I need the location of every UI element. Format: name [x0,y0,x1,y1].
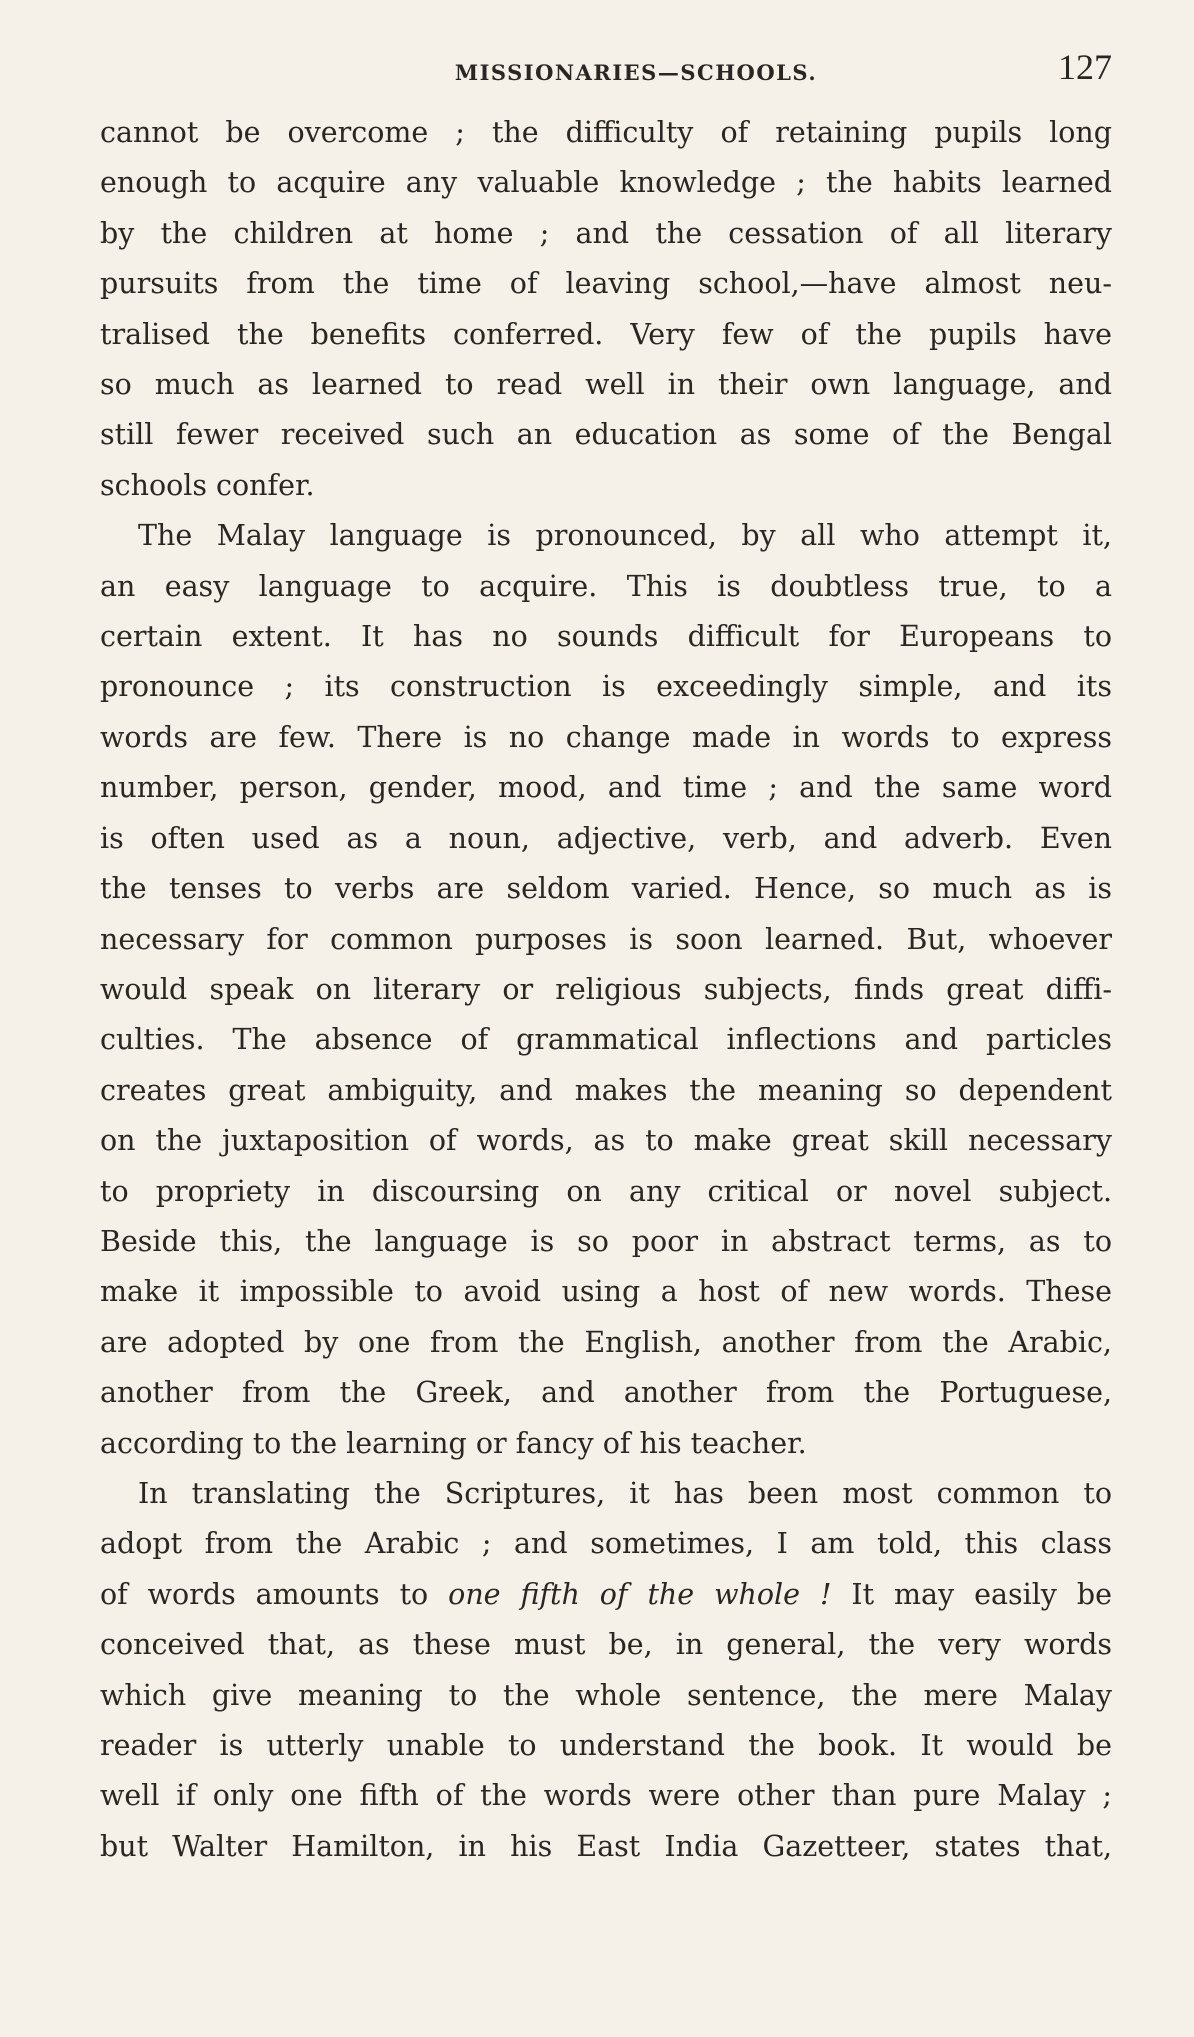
page-number: 127 [1058,47,1112,87]
text-line: The Malay language is pronounced, by all who attempt it, [138,519,1112,553]
text-line: cannot be overcome ; the difficulty of retaining pupils long [100,116,1112,149]
text-line: well if only one fifth of the words were other than pure Malay ; [100,1779,1112,1813]
text-line-with-italic [100,1570,1112,1620]
text-line: schools confer. [100,468,315,502]
text-line: which give meaning to the whole sentence, the mere Malay [100,1678,1112,1712]
text-line: according to the learning or fancy of his teacher. [100,1426,807,1460]
text-line: pronounce ; its construction is exceedingly simple, and its [100,670,1112,704]
text-line: number, person, gender, mood, and time ; and the same word [100,771,1112,805]
running-title: MISSIONARIES—SCHOOLS. [454,60,818,85]
text-line: conceived that, as these must be, in general, the very words [100,1628,1112,1662]
text-line: certain extent. It has no sounds difficult for Europeans to [100,620,1112,654]
text-line: words are few. There is no change made in words to express [100,720,1112,754]
text-line: still fewer received such an education as some of the Bengal [100,418,1112,452]
text-line: would speak on literary or religious subjects, finds great diffi- [100,972,1112,1006]
text-line: by the children at home ; and the cessation of all literary [100,216,1112,250]
text-line: culties. The absence of grammatical inflections and particles [100,1023,1112,1057]
book-page [100,46,1112,1872]
paragraph-3 [100,1469,1112,1872]
text-line: adopt from the Arabic ; and sometimes, I am told, this class [100,1527,1112,1561]
text-line: creates great ambiguity, and makes the meaning so dependent [100,1073,1112,1107]
text-line: tralised the benefits conferred. Very few of the pupils have [100,317,1112,351]
text-segment: of words amounts to [100,1577,449,1611]
text-line: Beside this, the language is so poor in abstract terms, as to [100,1224,1112,1258]
text-segment: It may easily be [831,1577,1112,1611]
text-line: another from the Greek, and another from the Portuguese, [100,1376,1112,1410]
text-line: but Walter Hamilton, in his East India Gazetteer, states that, [100,1829,1112,1863]
text-line: so much as learned to read well in their own language, and [100,368,1112,402]
text-line: to propriety in discoursing on any critical or novel subject. [100,1174,1112,1208]
paragraph-1 [100,108,1112,511]
text-line: make it impossible to avoid using a host of new words. These [100,1275,1112,1309]
text-line: necessary for common purposes is soon learned. But, whoever [100,922,1112,956]
running-head [100,46,1112,108]
text-line: is often used as a noun, adjective, verb, and adverb. Even [100,821,1112,855]
text-line: on the juxtaposition of words, as to make great skill necessary [100,1124,1112,1158]
text-line: In translating the Scriptures, it has been most common to [138,1476,1112,1510]
paragraph-2 [100,511,1112,1469]
text-line: pursuits from the time of leaving school,—have almost neu- [100,267,1112,301]
text-line: are adopted by one from the English, another from the Arabic, [100,1325,1112,1359]
text-line: an easy language to acquire. This is doubtless true, to a [100,569,1112,603]
text-line: the tenses to verbs are seldom varied. Hence, so much as is [100,872,1112,906]
text-line: enough to acquire any valuable knowledge ; the habits learned [100,166,1112,200]
text-line: reader is utterly unable to understand the book. It would be [100,1729,1112,1762]
italic-phrase: one fifth of the whole ! [448,1577,832,1611]
